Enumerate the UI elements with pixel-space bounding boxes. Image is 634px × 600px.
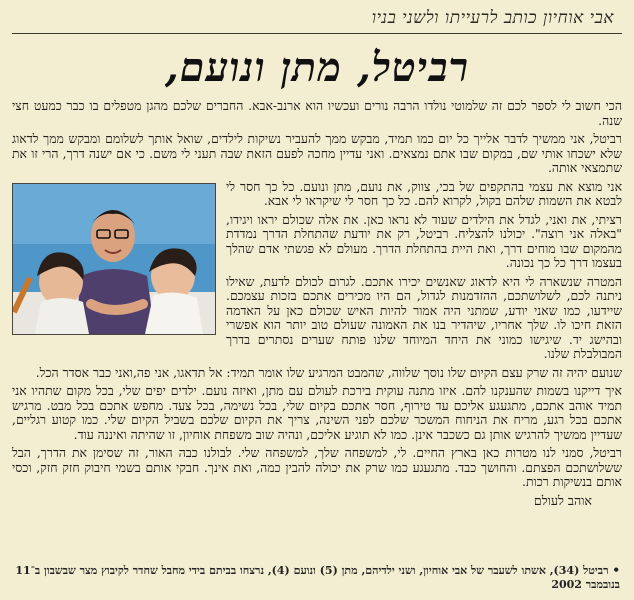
article-paragraph-2: רביטל, אני ממשיך לדבר אלייך כל יום כמו תמיד, מבקש ממך להעביר נשיקות לילדים, שואל אותך לשלומם ומבקש ממך לדאוג שלא ישכחו אותי שם, במקום שבו אתם נמצאים. ואני עדיין מחכה לפעם הזאת שבה תעני לי משם. כי אם ישנה דרך, הרי זו את שתמצאי אותה. [12, 131, 622, 175]
article-paragraph-1: הכי חשוב לי לספר לכם זה שלמוטי נולדו הרבה נורים ועכשיו הוא ארנב-אבא. החברים שלכם מהגן מטפלים בו כבר כמעט חצי שנה. [12, 98, 622, 128]
caption-bullet: • [612, 563, 620, 577]
article-paragraph-3: אני מוצא את עצמי בהתקפים של בכי, צווק, את נועם, מתן ונועם. כל כך חסר לי לבטא את השמות שלהם בקול, לקרוא להם. כל כך חסר לי שיקראו לי אבא. [226, 178, 622, 208]
article-signoff: אוהב לעולם [533, 492, 592, 508]
article-paragraph-5: המטרה שנשארה לי היא לדאוג שאנשים יכירו אתכם. לגרום לכולם לדעת, שאילו ניתנה לכם, לשלושתכם, ההזדמנות לגדול, הם היו מכירים אתכם בזכות עצמכם. שיידעו, כמו שאני יודע, שמתני היה אמור להיות האיש שכולם כאן על האדמה הזאת חיכו לו. שלך אחריו, שיהדיר בנו את האמונה שעולם טוב יותר הוא אפשרי ובהישג יד. שיגישו כמוני את היחד המיוחד שלנו פותח שערים נסתרים בדרך המבולבלת שלנו. [226, 273, 622, 361]
article-supertitle: אבי אוחיון כותב לרעייתו ולשני בניו [12, 6, 622, 34]
photo-caption [12, 563, 620, 592]
article-paragraph-6: שנועם יהיה זה שרק עצם הקיום שלו נוסך שלווה, שהמבט המרגיע שלו אומר תמיד: אל תדאגו, אני פה,ואני כבר אסדר הכל. [35, 364, 622, 380]
article-body [12, 99, 622, 508]
article-paragraph-7: איך דייקנו בשמות שהענקנו להם. איזו מתנה עוקית בירכת לעולם עם מתן, ואיזה נועם. ילדים יפים שלי, בכל מקום שתהיו אני תמיד אוהב אתכם, מתגעגע אליכם עד טירוף, חסר אתכם בקיום שלי, בכל נשימה, בכל צעד. מחפש אתכם בכל מבט. מרגיש אתכם בכל רגע, מריח את הניחוח המשכר שלכם לפני השינה, צריך את הקיום שלכם בשביל הקיום שלי. כמו קטוע רגליים, שעדיין ממשיך להרגיש אותן גם כשכבר אינן. כמו לא תוגיע אליכם, ונהיה שוב משפחת אוחיון, זו שהיתה ואיננה עוד. [12, 383, 622, 442]
family-photo-image [13, 184, 215, 334]
article-headline: רביטל, מתן ונועם, [164, 44, 470, 91]
family-photo [12, 183, 216, 335]
article-paragraph-8: רביטל, סמני לנו מטרות כאן בארץ החיים. לי, למשפחה שלך, למשפחה שלי. לבולנו כבה האור, זה שסימן את הדרך, הבל ששלושתכם הפצתם. והחושך כבד. מתגעגע כמו שרק את יכולה להבין כמה, ואת אינך. חבקי אותם בשמי חיבוק חזק חזק, וכסי אותם בנשיקות רכות. [12, 445, 622, 489]
article-paragraph-4: רציתי, את ואני, לגדל את הילדים שעוד לא נראו כאן. את אלה שכולם יראו ויגידו, "באלה אני רוצה". יכולנו להצליח. רביטל, רק את יודעת שהתחלת הדרך נמדדת מהמקום שבו מוחים דרך, ואת היית בהתחלת הדרך. מעולם לא פגשתי אדם שהלך בעצמו דרך כל כך נכונה. [226, 211, 622, 270]
caption-text: רביטל (34), אשתו לשעבר של אבי אוחיון, ושני ילדיהם, מתן (5) ונועם (4), נרצחו בביתם בידי מחבל שחדר לקיבוץ מצר שבשבון ב־11 בנובמבר 2002 [15, 564, 620, 591]
